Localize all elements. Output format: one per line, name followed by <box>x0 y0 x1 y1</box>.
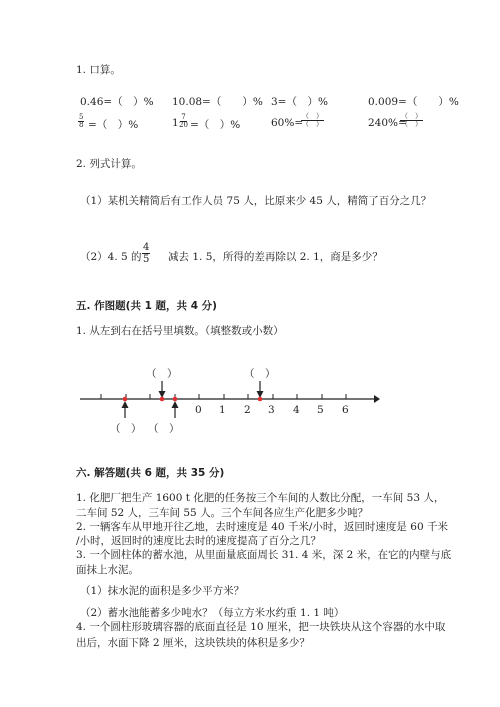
problem-line: 1. 化肥厂把生产 1600 t 化肥的任务按三个车间的人数比分配，一车间 53 人， <box>76 492 445 504</box>
question-2-2-pre: （2）4. 5 的 <box>80 251 142 263</box>
problem-4-line-2: 出后，水面下降 2 厘米，这块铁块的体积是多少？ <box>76 637 310 649</box>
fraction-numerator: （ ） <box>401 112 422 120</box>
calc-item-2: 10.08=（ ）% <box>172 96 263 108</box>
section5-heading: 五. 作图题(共 1 题，共 4 分) <box>76 300 217 312</box>
section2-title: 2. 列式计算。 <box>76 158 142 170</box>
calc-item-4: 0.009=（ ）% <box>368 96 459 108</box>
bottom-bracket-1: （ ） <box>110 423 142 435</box>
calc-item-1: 0.46=（ ）% <box>80 96 154 108</box>
problem-line: 3. 一个圆柱体的蓄水池，从里面量底面周长 31. 4 米，深 2 米，在它的内壁与底 <box>76 549 452 561</box>
calc-item-5-rest: =（ ）% <box>88 119 139 131</box>
problem-line: 二车间 52 人，三车间 55 人。三个车间各应生产化肥多少吨？ <box>76 507 369 519</box>
calc-item-7-lead: 60%= <box>271 117 304 129</box>
top-bracket-1: （ ） <box>146 368 178 380</box>
fraction-numerator: （ ） <box>302 112 323 120</box>
top-bracket-2: （ ） <box>244 368 276 380</box>
point-3 <box>173 397 178 402</box>
arrow-bottom-1-head <box>122 401 129 408</box>
fraction-denominator: 20 <box>179 121 188 129</box>
fraction-numerator: 7 <box>181 113 186 121</box>
sub-question-2: （2）蓄水池能蓄多少吨水？（每立方米水约重 1. 1 吨） <box>80 607 345 619</box>
fraction-denominator: 8 <box>79 121 84 129</box>
tick-label-0: 0 <box>195 404 202 416</box>
tick-label-4: 4 <box>293 404 300 416</box>
problem-line: 面抹上水泥。 <box>76 564 139 576</box>
arrow-bottom-2-head <box>172 401 179 408</box>
fraction-denominator: 5 <box>143 254 150 265</box>
tick-label-6: 6 <box>342 404 349 416</box>
fraction-numerator: 5 <box>79 113 84 121</box>
section1-title: 1. 口算。 <box>76 64 121 76</box>
calc-item-3: 3=（ ）% <box>271 96 328 108</box>
point-1 <box>123 397 128 402</box>
tick-marks <box>101 394 346 399</box>
point-2 <box>160 397 165 402</box>
problem-line: /小时，返回时的速度比去时的速度提高了百分之几？ <box>76 535 322 547</box>
problem-line: 2. 一辆客车从甲地开往乙地，去时速度是 40 千米/小时，返回时速度是 60 千米 <box>76 521 448 533</box>
question-5-1: 1. 从左到右在括号里填数。（填整数或小数） <box>76 325 284 337</box>
calc-item-8-lead: 240%= <box>368 117 407 129</box>
problem-4-line-1: 4. 一个圆柱形玻璃容器的底面直径是 10 厘米，把一块铁块从这个容器的水中取 <box>76 621 446 633</box>
question-2-2-post: 减去 1. 5，所得的差再除以 2. 1，商是多少？ <box>168 251 383 263</box>
fraction-denominator: （ ） <box>401 120 422 128</box>
point-4 <box>258 397 263 402</box>
mixed-whole: 1 <box>172 117 179 129</box>
section6-heading: 六. 解答题(共 6 题，共 35 分) <box>76 467 225 479</box>
axis-arrow <box>374 395 380 403</box>
question-2-1: （1）某机关精简后有工作人员 75 人，比原来少 45 人，精简了百分之几？ <box>80 195 432 207</box>
fraction-numerator: 4 <box>143 242 150 253</box>
fraction-denominator: （ ） <box>302 120 323 128</box>
tick-label-2: 2 <box>244 404 251 416</box>
calc-item-6-rest: =（ ）% <box>190 119 241 131</box>
tick-label-1: 1 <box>219 404 226 416</box>
tick-label-5: 5 <box>317 404 324 416</box>
tick-label-3: 3 <box>268 404 275 416</box>
bottom-bracket-2: （ ） <box>148 423 180 435</box>
sub-question-1: （1）抹水泥的面积是多少平方米？ <box>80 585 245 597</box>
